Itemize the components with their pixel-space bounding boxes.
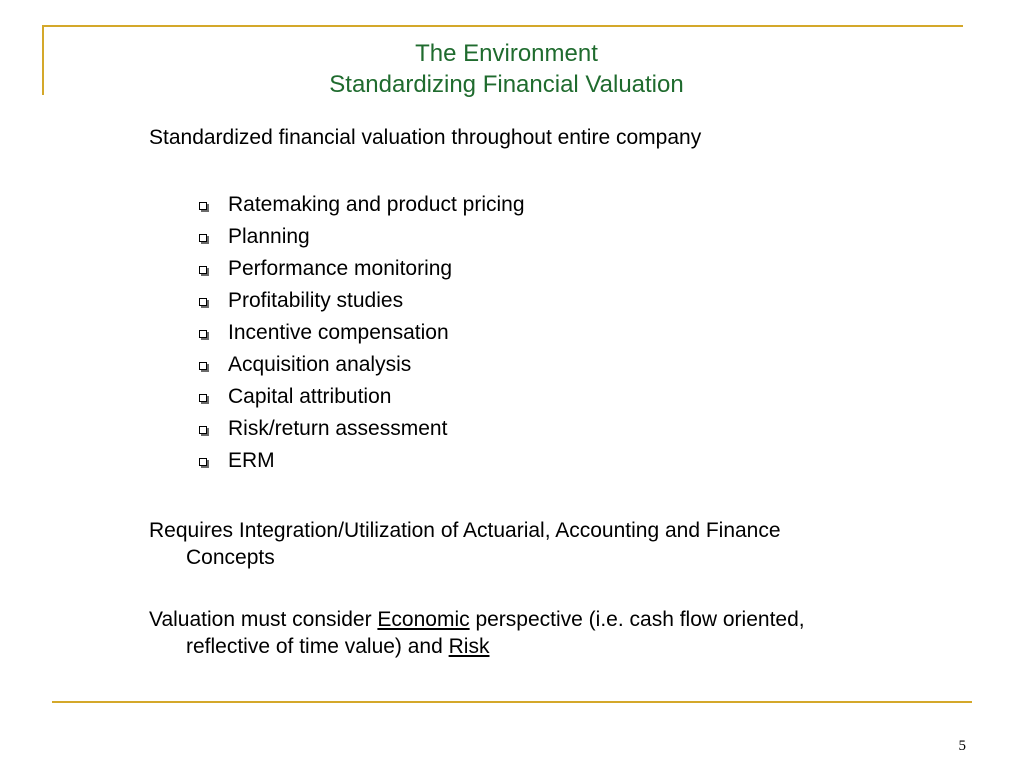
- bullet-item: [199, 413, 849, 445]
- valuation-paragraph: [149, 606, 849, 660]
- bullet-label: Risk/return assessment: [228, 417, 448, 440]
- valuation-text-part-2: perspective (i.e. cash flow oriented, reflective of time value) and: [186, 608, 805, 658]
- slide-title-line-1: The Environment: [415, 40, 598, 67]
- hollow-square-bullet-icon: [199, 298, 207, 306]
- valuation-text-part-1: Valuation must consider: [149, 608, 378, 631]
- bullet-item: [199, 189, 849, 221]
- bullet-label: Capital attribution: [228, 385, 392, 408]
- page-number: 5: [958, 738, 966, 754]
- bullet-item: [199, 285, 849, 317]
- bullet-label: Acquisition analysis: [228, 353, 412, 376]
- bullet-label: Ratemaking and product pricing: [228, 193, 525, 216]
- hollow-square-bullet-icon: [199, 266, 207, 274]
- requires-paragraph: Requires Integration/Utilization of Actuarial, Accounting and Finance Concepts: [149, 519, 781, 569]
- intro-paragraph: Standardized financial valuation throughout entire company: [149, 126, 702, 149]
- bullet-item: [199, 445, 849, 477]
- slide-title: [0, 38, 1013, 100]
- slide-title-line-2: Standardizing Financial Valuation: [329, 71, 684, 98]
- hollow-square-bullet-icon: [199, 202, 207, 210]
- bullet-label: ERM: [228, 449, 275, 472]
- top-border-line: [42, 25, 963, 27]
- hollow-square-bullet-icon: [199, 330, 207, 338]
- bullet-label: Planning: [228, 225, 310, 248]
- hollow-square-bullet-icon: [199, 394, 207, 402]
- bullet-item: [199, 317, 849, 349]
- bullet-item: [199, 381, 849, 413]
- bullet-label: Performance monitoring: [228, 257, 453, 280]
- bullet-list: [149, 189, 849, 477]
- bullet-item: [199, 221, 849, 253]
- slide-body: [149, 124, 849, 660]
- hollow-square-bullet-icon: [199, 426, 207, 434]
- bullet-label: Profitability studies: [228, 289, 404, 312]
- hollow-square-bullet-icon: [199, 234, 207, 242]
- risk-underlined-term: Risk: [448, 635, 490, 658]
- bullet-label: Incentive compensation: [228, 321, 449, 344]
- bullet-item: [199, 349, 849, 381]
- bottom-border-line: [52, 701, 972, 703]
- economic-underlined-term: Economic: [377, 608, 470, 631]
- bullet-item: [199, 253, 849, 285]
- hollow-square-bullet-icon: [199, 362, 207, 370]
- hollow-square-bullet-icon: [199, 458, 207, 466]
